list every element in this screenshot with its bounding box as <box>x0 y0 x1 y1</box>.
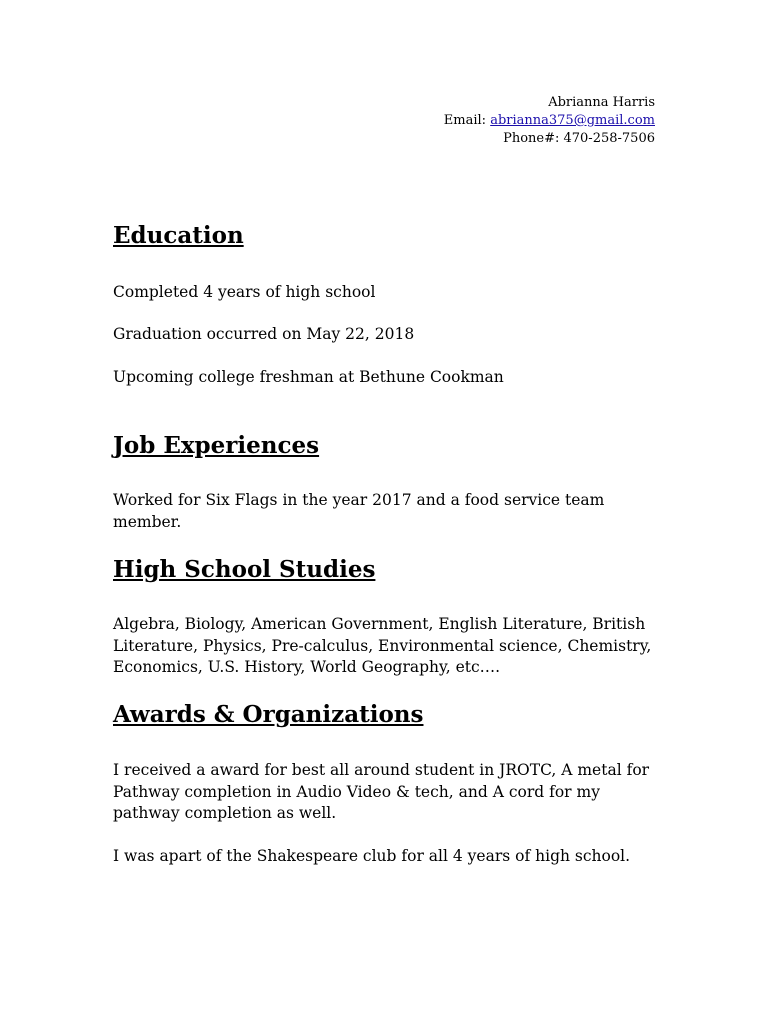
job-experience-line: Worked for Six Flags in the year 2017 and a food service team member. <box>113 491 605 531</box>
education-heading: Education <box>113 222 244 249</box>
organizations-paragraph: I was apart of the Shakespeare club for all 4 years of high school. <box>113 847 631 865</box>
email-label: Email: <box>443 113 491 128</box>
job-experiences-heading: Job Experiences <box>113 432 320 459</box>
education-line: Graduation occurred on May 22, 2018 <box>113 325 415 343</box>
contact-phone: Phone#: 470-258-7506 <box>503 131 655 146</box>
contact-email-row <box>444 112 655 130</box>
education-line: Completed 4 years of high school <box>113 283 376 301</box>
contact-block <box>444 94 655 148</box>
contact-name: Abrianna Harris <box>548 95 655 110</box>
high-school-studies-heading: High School Studies <box>113 556 376 583</box>
email-link[interactable]: abrianna375@gmail.com <box>490 113 655 128</box>
awards-heading: Awards & Organizations <box>113 701 424 728</box>
studies-paragraph: Algebra, Biology, American Government, English Literature, British Literature, Physics, Pre-calculus, Environmental science, Chemistry, Economics, U.S. History, World Geography, etc…. <box>113 615 652 676</box>
awards-paragraph: I received a award for best all around student in JROTC, A metal for Pathway completion in Audio Video & tech, and A cord for my pathway completion as well. <box>113 761 650 822</box>
education-line: Upcoming college freshman at Bethune Cookman <box>113 368 504 386</box>
